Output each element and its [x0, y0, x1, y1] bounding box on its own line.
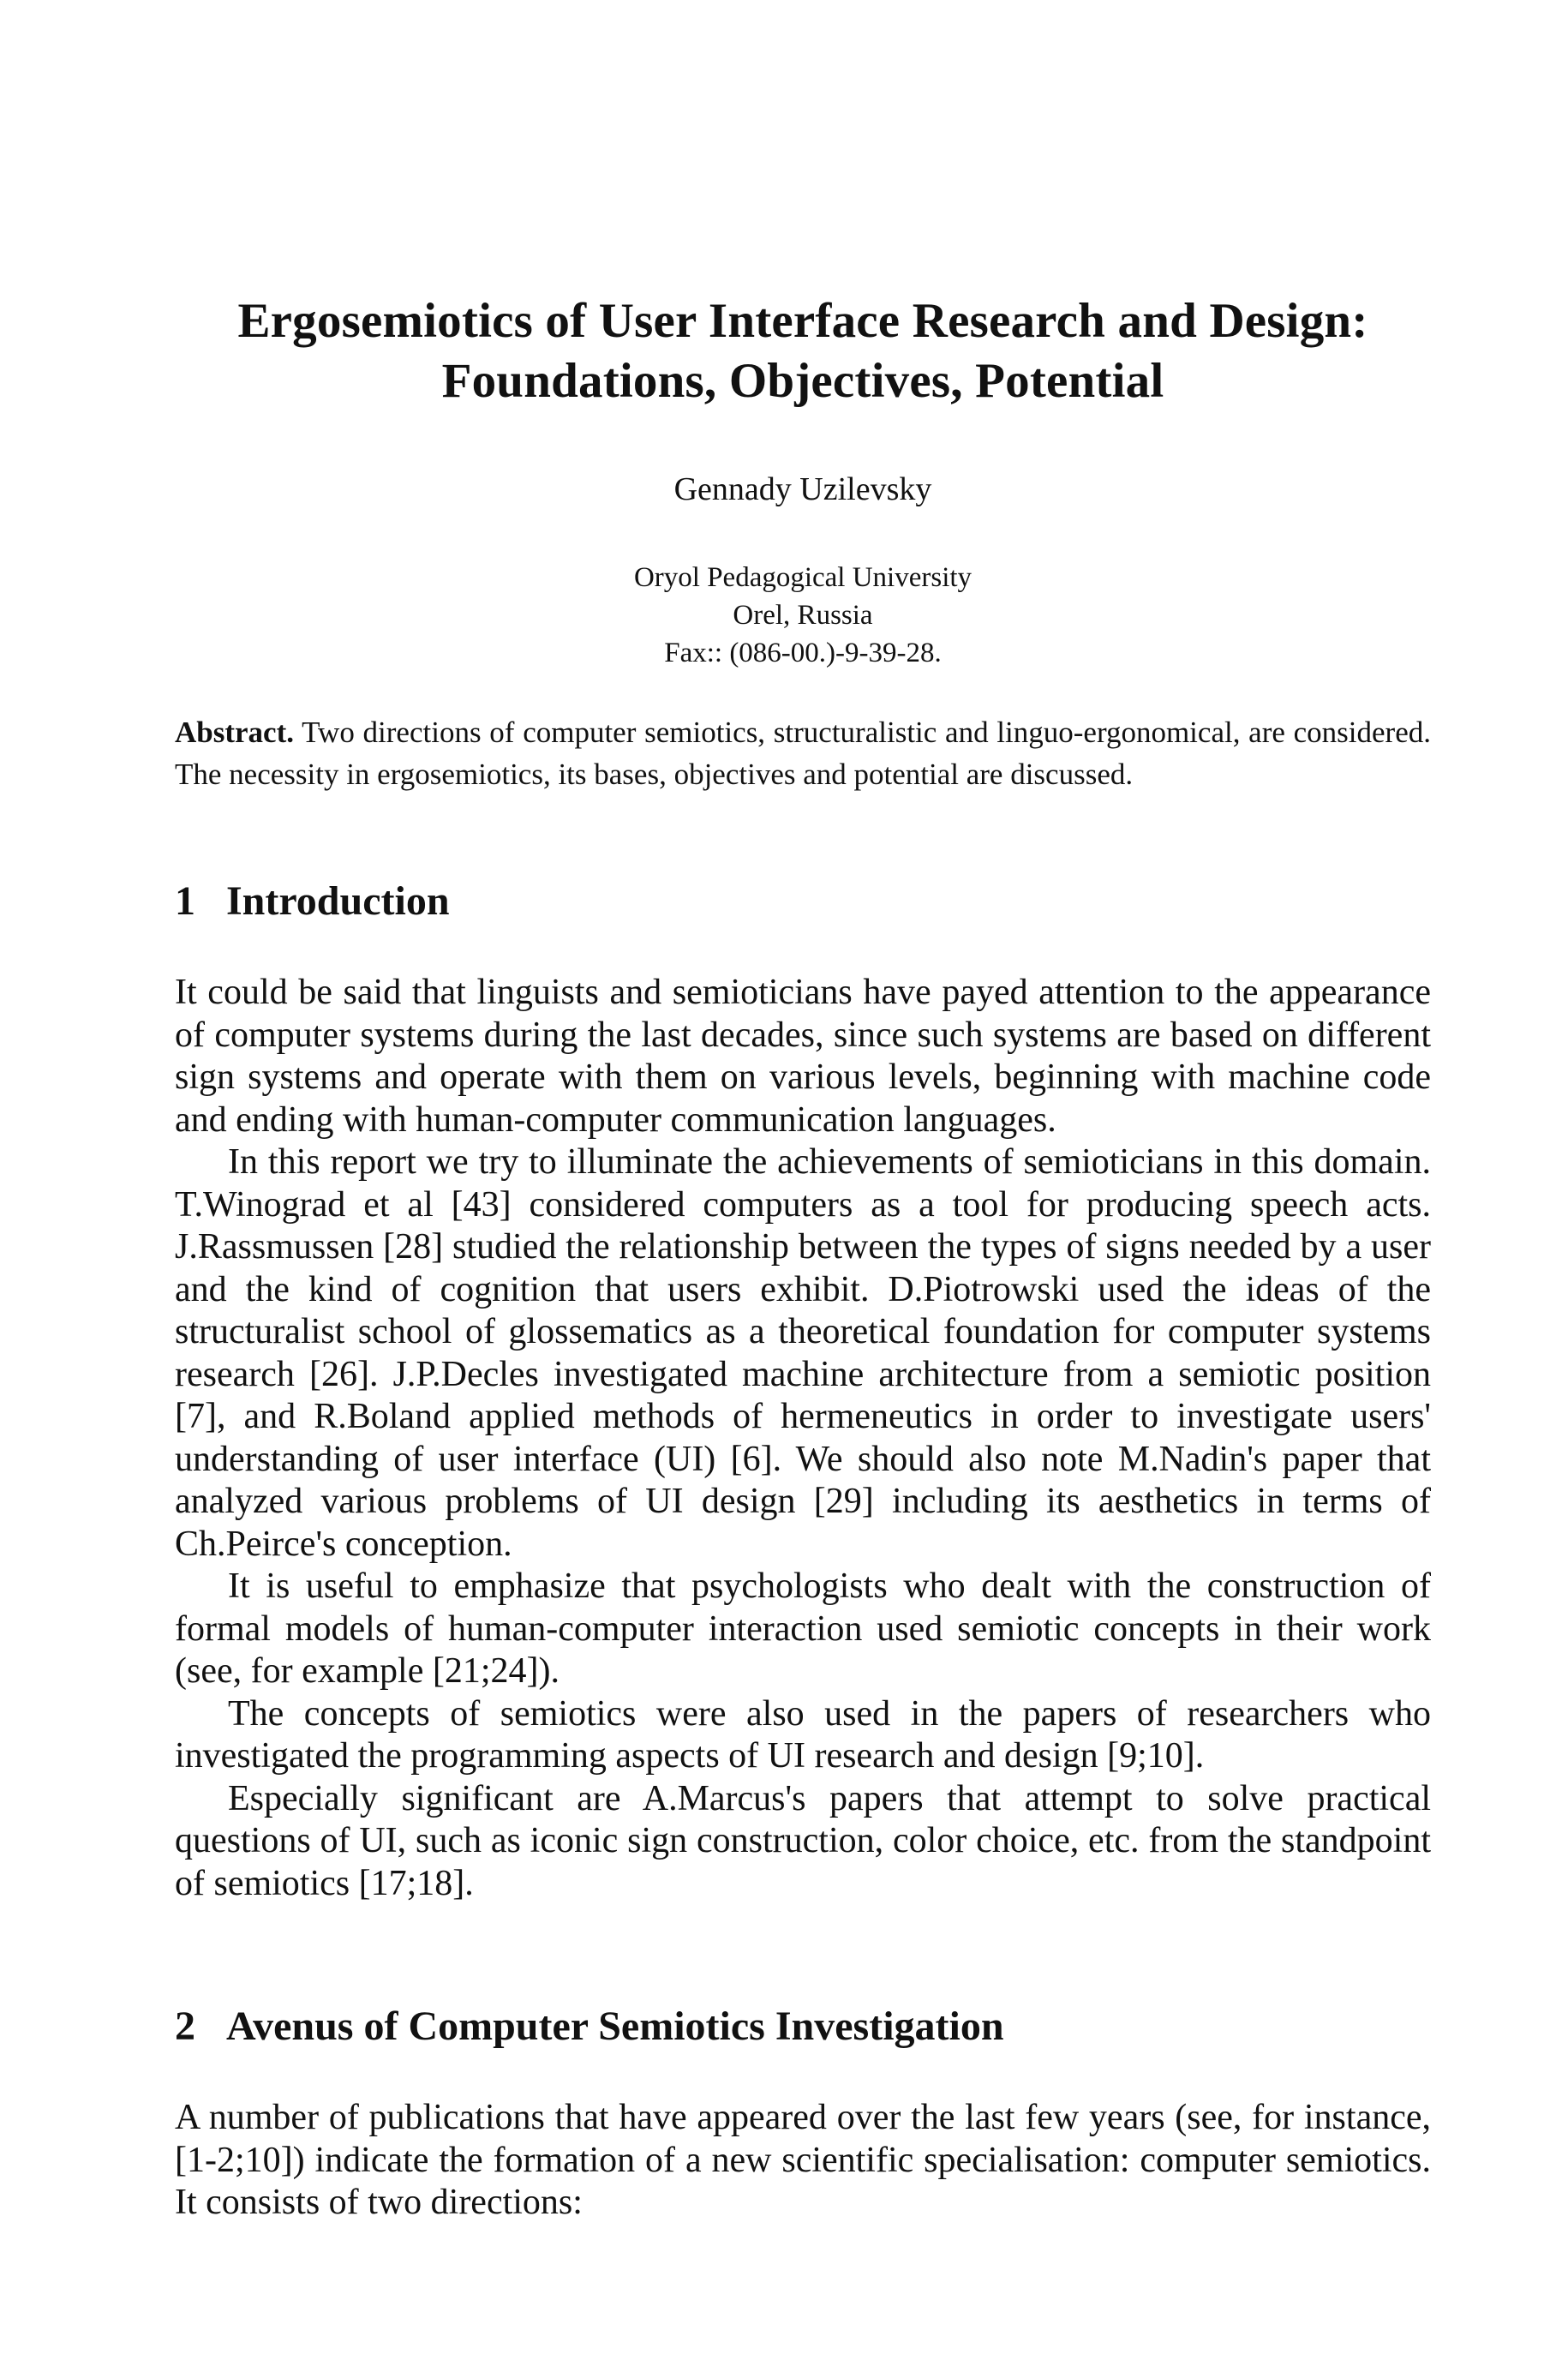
- paper-page: [175, 291, 1431, 2225]
- paragraph: In this report we try to illuminate the achievements of semioticians in this domain. T.Winograd et al [43] considered computers as a tool for producing speech acts. J.Rassmussen [28] studied the relationship between the types of signs needed by a user and the kind of cognition that users exhibit. D.Piotrowski used the ideas of the structuralist school of glossematics as a theoretical foundation for computer systems research [26]. J.P.Decles investigated machine architecture from a semiotic position [7], and R.Boland applied methods of hermeneutics in order to investigate users' understanding of user interface (UI) [6]. We should also note M.Nadin's paper that analyzed various problems of UI design [29] including its aesthetics in terms of Ch.Peirce's conception.: [175, 1142, 1431, 1564]
- section-number: 2: [175, 2004, 195, 2049]
- affiliation-fax: Fax:: (086-00.)-9-39-28.: [664, 638, 942, 668]
- paper-title-line-2: Foundations, Objectives, Potential: [441, 354, 1164, 408]
- section-heading-introduction: [175, 876, 1431, 927]
- section-body-avenus: [175, 2097, 1431, 2225]
- paragraph: Especially significant are A.Marcus's papers that attempt to solve practical questions of UI, such as iconic sign construction, color choice, etc. from the standpoint of semiotics [17;18].: [175, 1778, 1431, 1903]
- affiliation-university: Oryol Pedagogical University: [633, 562, 973, 593]
- paragraph: It is useful to emphasize that psychologists who dealt with the construction of formal models of human-computer interaction used semiotic concepts in their work (see, for example [21;24]).: [175, 1566, 1431, 1691]
- paragraph: The concepts of semiotics were also used in the papers of researchers who investigated the programming aspects of UI research and design [9;10].: [175, 1693, 1431, 1776]
- paragraph: It could be said that linguists and semioticians have payed attention to the appearance of computer systems during the last decades, since such systems are based on different sign systems and operate with them on various levels, beginning with machine code and ending with human-computer communication languages.: [175, 973, 1431, 1140]
- paper-title-line-1: Ergosemiotics of User Interface Research and Design:: [237, 294, 1368, 348]
- section-title: Avenus of Computer Semiotics Investigation: [226, 2004, 1004, 2049]
- paragraph: A number of publications that have appeared over the last few years (see, for instance, [1-2;10]) indicate the formation of a new scientific specialisation: computer semiotics. It consists of two directions:: [175, 2098, 1431, 2222]
- abstract-text: Two directions of computer semiotics, structuralistic and linguo-ergonomical, are considered. The necessity in ergosemiotics, its bases, objectives and potential are discussed.: [175, 716, 1431, 791]
- section-body-introduction: [175, 972, 1431, 1905]
- abstract: [175, 711, 1431, 795]
- affiliation-city: Orel, Russia: [733, 600, 873, 631]
- section-heading-avenus: [175, 2001, 1431, 2052]
- paper-title: [175, 291, 1431, 411]
- section-number: 1: [175, 878, 195, 924]
- author-name: Gennady Uzilevsky: [673, 471, 932, 507]
- abstract-label: Abstract.: [175, 716, 294, 749]
- affiliation: [175, 559, 1431, 672]
- section-title: Introduction: [226, 878, 450, 924]
